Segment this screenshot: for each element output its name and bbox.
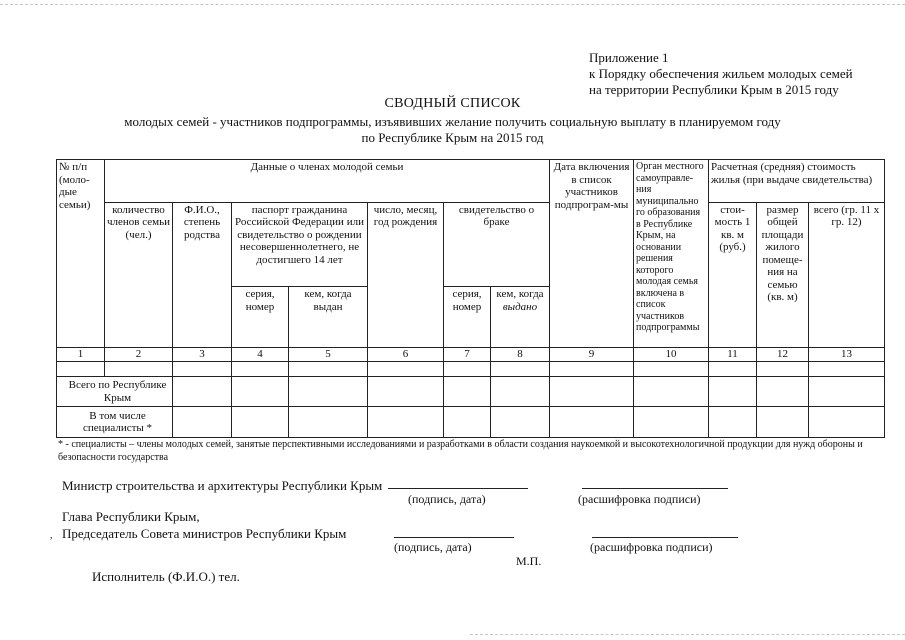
header-marriage-issued: [491, 287, 550, 348]
scan-edge-top: [0, 4, 905, 5]
table-cell: [757, 407, 809, 438]
head-label-line-2: Председатель Совета министров Республики Крым: [62, 526, 347, 541]
table-cell: [232, 407, 289, 438]
header-birth-date: число, месяц, год рождения: [368, 202, 444, 347]
appendix-line-3: на территории Республики Крым в 2015 году: [589, 82, 839, 97]
subtitle-line-1: молодых семей - участников подпрограммы, изъявивших желание получить социальную выплату в планируемом году: [124, 114, 781, 129]
table-cell: [634, 361, 709, 376]
row-label-total: Всего по Республике Крым: [57, 376, 173, 406]
minister-decode-line: [582, 488, 728, 489]
header-fio: Ф.И.О., степень родства: [173, 202, 232, 347]
header-marriage-issued-word: выдано: [502, 300, 538, 313]
head-decode-caption: (расшифровка подписи): [590, 540, 713, 554]
header-passport: паспорт гражданина Российской Федерации или свидетельство о рождении несовершеннолетнего, не достигшего 14 лет: [232, 202, 368, 286]
header-number: № п/п (моло-дые семьи): [57, 160, 105, 348]
header-passport-series: серия, номер: [232, 287, 289, 348]
table-cell: [634, 407, 709, 438]
column-number: 9: [550, 348, 634, 362]
header-cost-per-sqm: стои-мость 1 кв. м (руб.): [709, 202, 757, 347]
seal-mark: М.П.: [516, 554, 542, 568]
header-family-data: Данные о членах молодой семьи: [105, 160, 550, 203]
table-cell: [368, 376, 444, 406]
column-number: 6: [368, 348, 444, 362]
column-number: 11: [709, 348, 757, 362]
column-number: 1: [57, 348, 105, 362]
minister-signature-line: [388, 488, 528, 489]
table-cell: [368, 361, 444, 376]
column-number: 13: [809, 348, 885, 362]
scan-mark: ,: [50, 530, 53, 541]
table-cell: [809, 376, 885, 406]
column-number: 3: [173, 348, 232, 362]
table-cell: [105, 361, 173, 376]
header-marriage-series: серия, номер: [444, 287, 491, 348]
column-number: 2: [105, 348, 173, 362]
header-local-authority: Орган местного самоуправле-ния муниципально го образования в Республике Крым, на основании решения которого молодая семья включена в список участников подпрограммы: [634, 160, 709, 348]
header-marriage-issued-who: кем, когда: [496, 288, 544, 301]
table-cell: [289, 376, 368, 406]
footnote: * - специалисты – члены молодых семей, занятые перспективными исследованиями и разработками в области создания наукоемкой и высокотехнологичной продукции для нужд обороны и безопасности государства: [58, 439, 863, 463]
column-number: 12: [757, 348, 809, 362]
appendix-line-2: к Порядку обеспечения жильем молодых семей: [589, 66, 853, 81]
appendix-line-1: Приложение 1: [589, 50, 669, 65]
table-cell: [444, 407, 491, 438]
column-number: 4: [232, 348, 289, 362]
table-cell: [809, 407, 885, 438]
document-subtitle: [0, 114, 905, 146]
table-cell: [809, 361, 885, 376]
header-area: размер общей площади жилого помеще-ния на семью (кв. м): [757, 202, 809, 347]
head-decode-line: [592, 537, 738, 538]
table-cell: [173, 376, 232, 406]
table-cell: [289, 407, 368, 438]
column-number: 7: [444, 348, 491, 362]
row-label-specialists: В том числе специалисты *: [57, 407, 173, 438]
table-cell: [444, 376, 491, 406]
head-label-line-1: Глава Республики Крым,: [62, 509, 200, 524]
table-cell: [232, 361, 289, 376]
table-cell: [757, 361, 809, 376]
table-cell: [634, 376, 709, 406]
table-cell: [550, 376, 634, 406]
table-cell: [550, 407, 634, 438]
table-cell: [173, 361, 232, 376]
minister-label: Министр строительства и архитектуры Республики Крым: [62, 478, 383, 493]
subtitle-line-2: по Республике Крым на 2015 год: [361, 130, 544, 145]
table-row-specialists: [57, 407, 885, 438]
table-cell: [550, 361, 634, 376]
table-cell: [289, 361, 368, 376]
table-cell: [757, 376, 809, 406]
table-cell: [491, 407, 550, 438]
header-inclusion-date: Дата включения в список участников подпрограм-мы: [550, 160, 634, 348]
column-number: 5: [289, 348, 368, 362]
header-marriage-cert: свидетельство о браке: [444, 202, 550, 286]
executor-label: Исполнитель (Ф.И.О.) тел.: [92, 569, 240, 584]
table-cell: [368, 407, 444, 438]
column-number: 8: [491, 348, 550, 362]
table-cell: [491, 361, 550, 376]
scan-edge-bottom: [470, 634, 905, 635]
table-cell: [57, 361, 105, 376]
summary-table: [56, 159, 885, 438]
table-cell: [709, 376, 757, 406]
table-cell: [709, 407, 757, 438]
table-row-empty: [57, 361, 885, 376]
minister-decode-caption: (расшифровка подписи): [578, 492, 701, 506]
document-title: СВОДНЫЙ СПИСОК: [384, 96, 521, 111]
header-family-count: количество членов семьи (чел.): [105, 202, 173, 347]
table-row-total: [57, 376, 885, 406]
table-cell: [709, 361, 757, 376]
header-housing-cost: Расчетная (средняя) стоимость жилья (при выдаче свидетельства): [709, 160, 885, 203]
head-sign-caption: (подпись, дата): [394, 540, 472, 554]
head-signature-line: [394, 537, 514, 538]
table-cell: [491, 376, 550, 406]
table-cell: [173, 407, 232, 438]
header-total: всего (гр. 11 х гр. 12): [809, 202, 885, 347]
minister-sign-caption: (подпись, дата): [408, 492, 486, 506]
table-cell: [232, 376, 289, 406]
header-passport-issued: кем, когда выдан: [289, 287, 368, 348]
column-number: 10: [634, 348, 709, 362]
appendix-note: [589, 50, 853, 98]
table-cell: [444, 361, 491, 376]
